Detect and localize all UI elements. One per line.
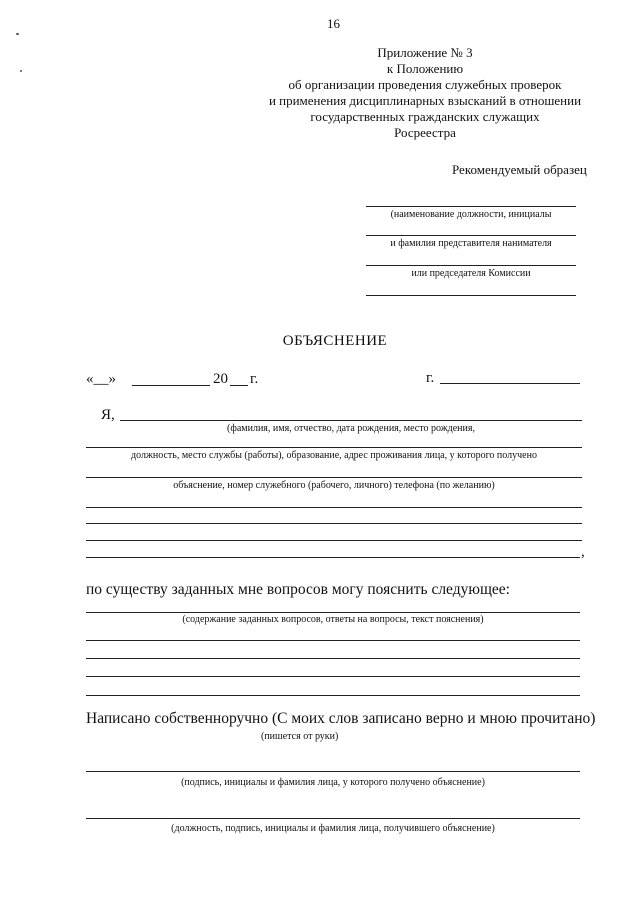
statement-lead: по существу заданных мне вопросов могу пояснить следующее:	[86, 581, 510, 598]
statement-line-5[interactable]	[86, 695, 580, 696]
appendix-line-5: государственных гражданских служащих	[310, 109, 540, 124]
city-prefix: г.	[426, 370, 435, 386]
person-line-3[interactable]	[86, 477, 582, 478]
statement-caption: (содержание заданных вопросов, ответы на вопросы, текст пояснения)	[182, 614, 484, 625]
addressee-line-1[interactable]	[366, 206, 576, 207]
person-line-6[interactable]	[86, 540, 582, 541]
scan-speck	[20, 70, 22, 72]
appendix-line-2: к Положению	[386, 61, 464, 76]
addressee-caption-1: (наименование должности, инициалы	[390, 209, 552, 220]
addressee-caption-2: и фамилия представителя нанимателя	[390, 238, 552, 249]
date-day: «__»	[86, 371, 116, 387]
addressee-caption-3: или председателя Комиссии	[411, 268, 531, 279]
handwritten-note: Написано собственноручно (С моих слов записано верно и мною прочитано)	[86, 710, 596, 727]
statement-line-1[interactable]	[86, 612, 580, 613]
handwritten-caption: (пишется от руки)	[261, 731, 339, 742]
person-line-4[interactable]	[86, 507, 582, 508]
date-month-line[interactable]	[132, 385, 210, 386]
city-line[interactable]	[440, 383, 580, 384]
signature-caption-1: (подпись, инициалы и фамилия лица, у которого получено объяснение)	[181, 777, 485, 788]
signature-line-1[interactable]	[86, 771, 580, 772]
page-number: 16	[327, 16, 340, 31]
signature-caption-2: (должность, подпись, инициалы и фамилия лица, получившего объяснение)	[171, 823, 495, 834]
person-lead: Я,	[101, 407, 115, 423]
person-caption-3: объяснение, номер служебного (рабочего, личного) телефона (по желанию)	[173, 480, 495, 491]
statement-line-2[interactable]	[86, 640, 580, 641]
scan-speck	[16, 33, 19, 35]
document-title: ОБЪЯСНЕНИЕ	[282, 333, 388, 349]
statement-line-4[interactable]	[86, 676, 580, 677]
addressee-line-4[interactable]	[366, 295, 576, 296]
person-line-1[interactable]	[120, 420, 582, 421]
person-line-2[interactable]	[86, 447, 582, 448]
appendix-line-1: Приложение № 3	[377, 45, 473, 60]
date-year-suffix: г.	[250, 371, 259, 387]
person-comma: ,	[581, 544, 585, 560]
statement-line-3[interactable]	[86, 658, 580, 659]
person-line-5[interactable]	[86, 523, 582, 524]
signature-line-2[interactable]	[86, 818, 580, 819]
date-year-prefix: 20	[213, 371, 228, 387]
recommended-sample: Рекомендуемый образец	[452, 162, 587, 177]
person-line-7[interactable]	[86, 557, 580, 558]
person-caption-2: должность, место службы (работы), образование, адрес проживания лица, у которого получено	[131, 450, 537, 461]
addressee-line-3[interactable]	[366, 265, 576, 266]
appendix-line-3: об организации проведения служебных проверок	[288, 77, 562, 92]
addressee-line-2[interactable]	[366, 235, 576, 236]
appendix-line-6: Росреестра	[394, 125, 456, 140]
appendix-header	[260, 45, 590, 141]
person-caption-1: (фамилия, имя, отчество, дата рождения, место рождения,	[227, 423, 475, 434]
appendix-line-4: и применения дисциплинарных взысканий в отношении	[268, 93, 582, 108]
date-year-line[interactable]	[230, 385, 248, 386]
